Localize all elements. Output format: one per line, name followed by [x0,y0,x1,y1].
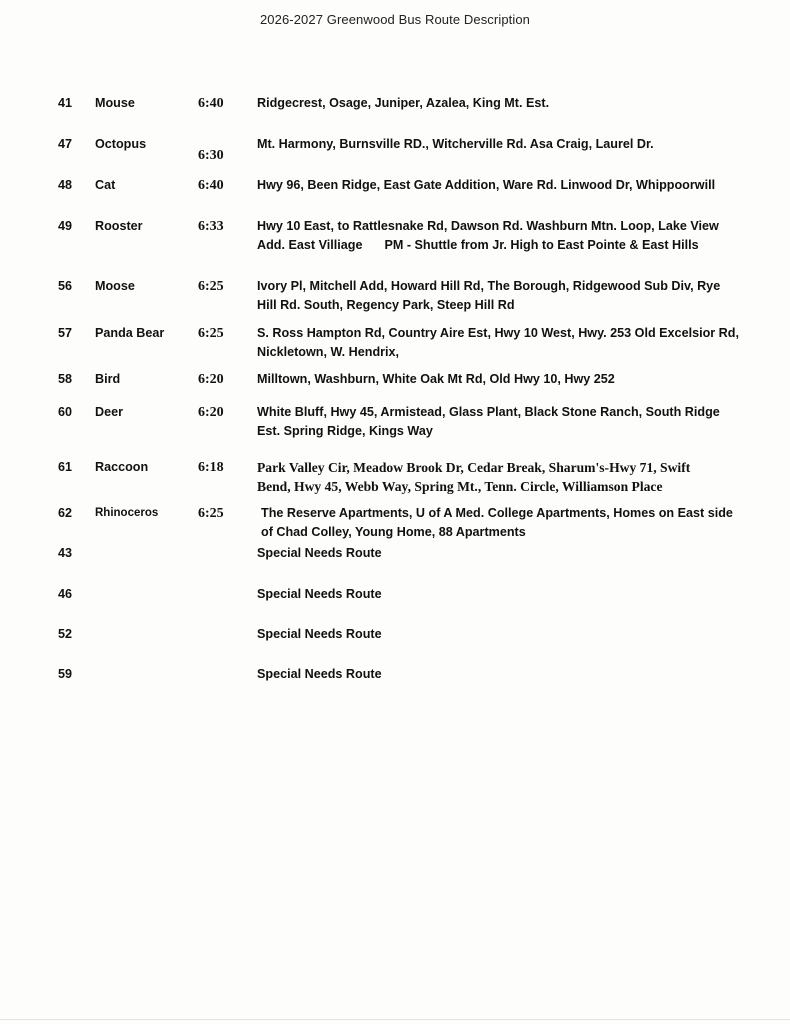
route-name: Bird [95,372,121,386]
route-description-line: Hwy 96, Been Ridge, East Gate Addition, Ware Rd. Linwood Dr, Whippoorwill [257,178,716,192]
route-time: 6:20 [198,372,224,387]
route-name: Octopus [95,137,147,151]
route-number: 58 [58,372,73,386]
route-time: 6:20 [198,405,224,420]
route-description-line: White Bluff, Hwy 45, Armistead, Glass Plant, Black Stone Ranch, South Ridge [257,405,720,419]
route-number: 56 [58,279,73,293]
route-description-line: Special Needs Route [257,667,382,681]
route-description-line: Ridgecrest, Osage, Juniper, Azalea, King Mt. Est. [257,96,550,110]
route-number: 52 [58,627,73,641]
route-description-line: Hwy 10 East, to Rattlesnake Rd, Dawson Rd. Washburn Mtn. Loop, Lake View [257,219,719,233]
route-number: 57 [58,326,73,340]
route-description-line: Bend, Hwy 45, Webb Way, Spring Mt., Tenn. Circle, Williamson Place [257,479,663,494]
pm-shuttle-note: PM - Shuttle from Jr. High to East Pointe & East Hills [384,238,699,252]
route-description [257,176,752,195]
route-description [257,277,752,315]
route-description [257,324,752,362]
route-number: 62 [58,506,73,520]
route-time: 6:30 [198,148,224,163]
route-time: 6:18 [198,460,224,475]
route-description [257,370,752,389]
route-name: Cat [95,178,116,192]
route-description [261,504,756,542]
page-title: 2026-2027 Greenwood Bus Route Description [259,12,531,27]
route-name: Mouse [95,96,135,110]
route-description-line: The Reserve Apartments, U of A Med. College Apartments, Homes on East side [261,506,733,520]
route-name: Panda Bear [95,326,165,340]
route-description-line: Milltown, Washburn, White Oak Mt Rd, Old Hwy 10, Hwy 252 [257,372,615,386]
route-time: 6:25 [198,506,224,521]
route-description-line: Mt. Harmony, Burnsville RD., Witcherville Rd. Asa Craig, Laurel Dr. [257,137,654,151]
route-description [257,544,752,563]
route-description [257,403,752,441]
route-description-line: of Chad Colley, Young Home, 88 Apartments [261,525,526,539]
route-time: 6:40 [198,178,224,193]
route-description [257,625,752,644]
route-time: 6:25 [198,326,224,341]
route-number: 60 [58,405,73,419]
route-description-line: Ivory Pl, Mitchell Add, Howard Hill Rd, The Borough, Ridgewood Sub Div, Rye [257,279,721,293]
route-description-line: S. Ross Hampton Rd, Country Aire Est, Hwy 10 West, Hwy. 253 Old Excelsior Rd, [257,326,739,340]
route-number: 47 [58,137,73,151]
route-description-line [257,236,752,255]
route-name: Raccoon [95,460,149,474]
route-description-line: Special Needs Route [257,587,382,601]
route-description-line: Nickletown, W. Hendrix, [257,345,400,359]
route-name: Rooster [95,219,143,233]
route-description-text: Add. East Villiage [257,238,363,252]
route-number: 61 [58,460,73,474]
route-name: Moose [95,279,135,293]
route-time: 6:25 [198,279,224,294]
route-name: Rhinoceros [95,507,159,519]
route-description [257,217,752,255]
route-name: Deer [95,405,124,419]
route-description-line: Hill Rd. South, Regency Park, Steep Hill Rd [257,298,515,312]
route-number: 59 [58,667,73,681]
route-description-line: Special Needs Route [257,627,382,641]
route-time: 6:40 [198,96,224,111]
route-number: 43 [58,546,73,560]
page-bottom-edge [0,1019,790,1020]
route-description-line: Special Needs Route [257,546,382,560]
route-number: 41 [58,96,73,110]
route-description [257,585,752,604]
route-description [257,135,752,154]
route-description-line: Est. Spring Ridge, Kings Way [257,424,433,438]
route-number: 49 [58,219,73,233]
route-description [257,458,752,496]
route-number: 48 [58,178,73,192]
route-description [257,665,752,684]
route-time: 6:33 [198,219,224,234]
route-description [257,94,752,113]
route-number: 46 [58,587,73,601]
route-description-line: Park Valley Cir, Meadow Brook Dr, Cedar Break, Sharum's-Hwy 71, Swift [257,460,691,475]
